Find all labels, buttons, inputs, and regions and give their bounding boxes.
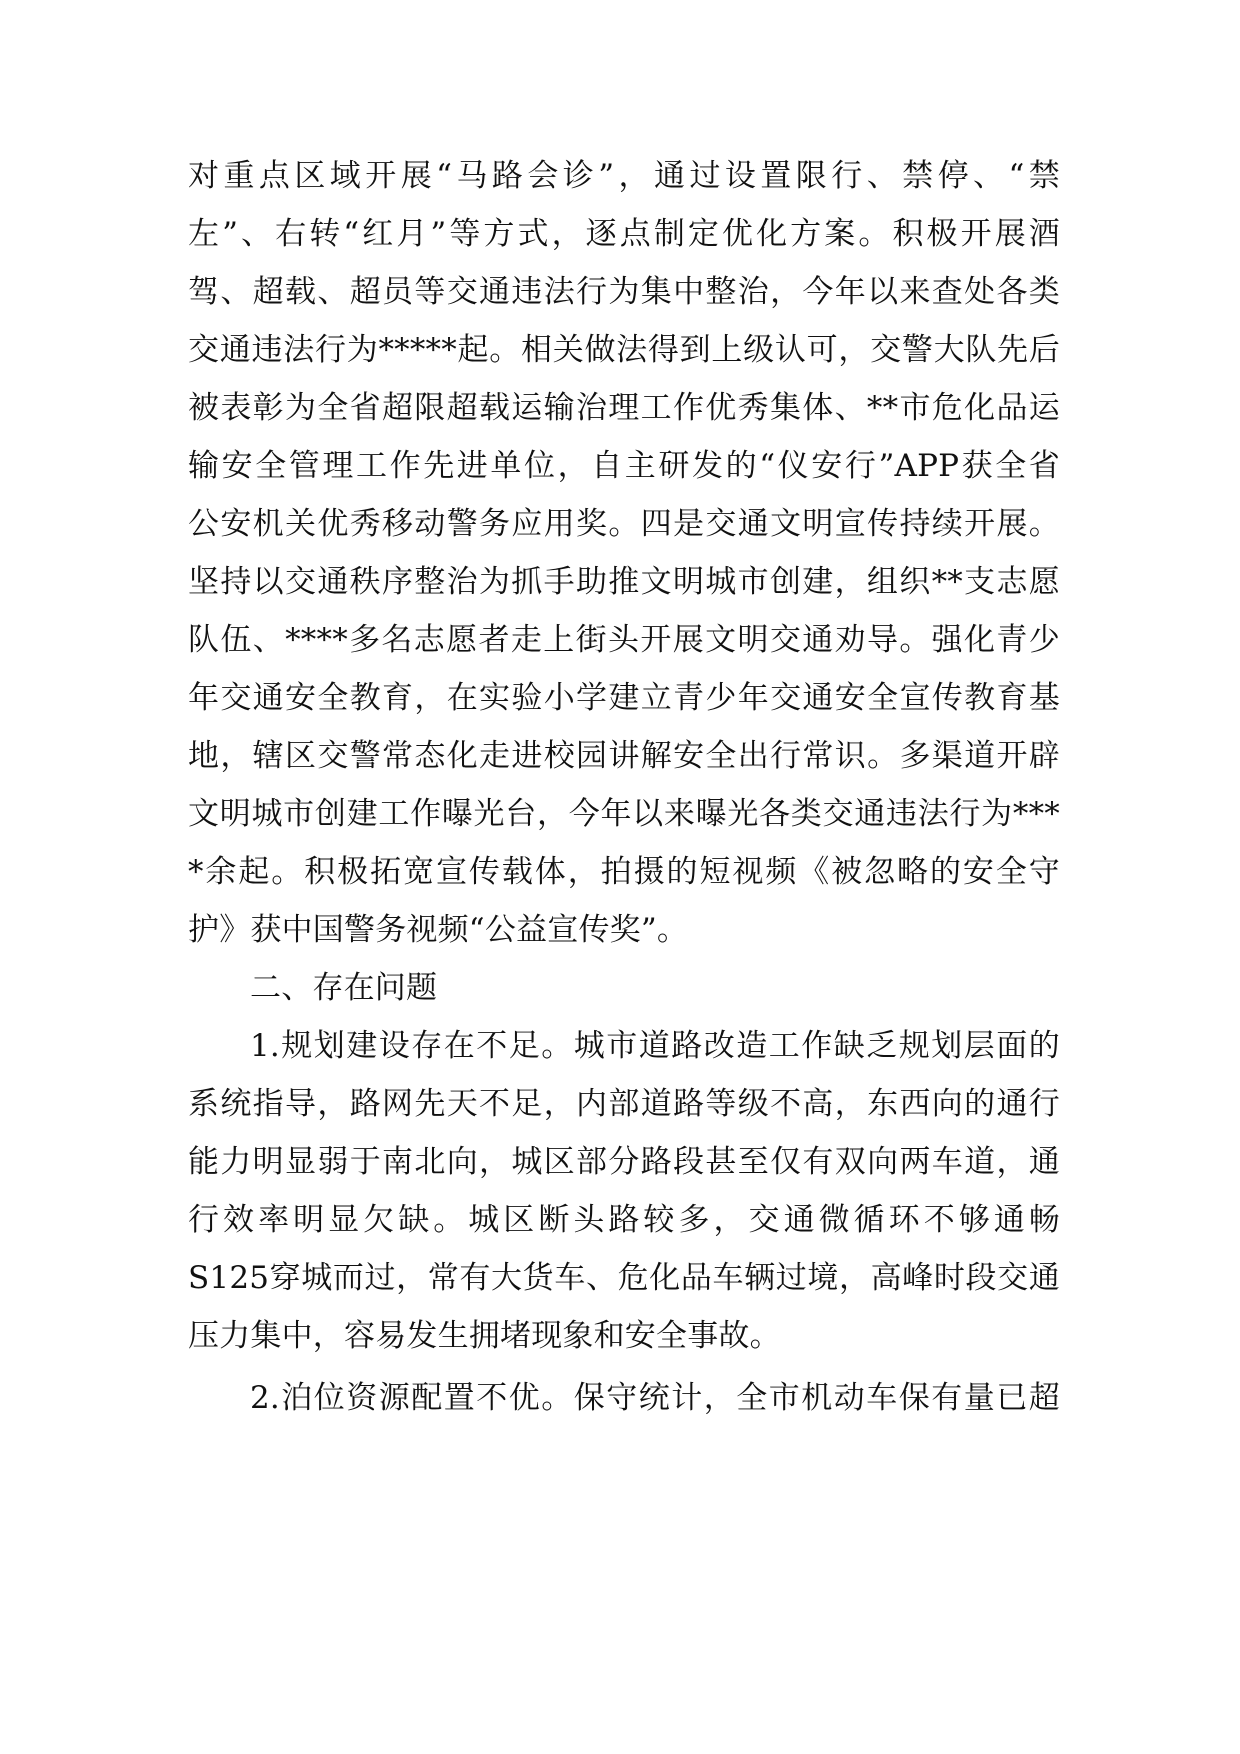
- body-text-line: 年交通安全教育，在实验小学建立青少年交通安全宣传教育基: [188, 680, 1060, 716]
- body-text-line: 队伍、****多名志愿者走上街头开展文明交通劝导。强化青少: [188, 622, 1060, 658]
- body-text-line: 驾、超载、超员等交通违法行为集中整治，今年以来查处各类: [188, 274, 1060, 310]
- paragraph-first-line: 2.泊位资源配置不优。保守统计，全市机动车保有量已超: [250, 1380, 1060, 1416]
- body-text-line: 被表彰为全省超限超载运输治理工作优秀集体、**市危化品运: [188, 390, 1060, 426]
- body-text-line: *余起。积极拓宽宣传载体，拍摄的短视频《被忽略的安全守: [188, 854, 1060, 890]
- body-text-line: 交通违法行为*****起。相关做法得到上级认可，交警大队先后: [188, 332, 1060, 368]
- body-text-line: 系统指导，路网先天不足，内部道路等级不高，东西向的通行: [188, 1086, 1060, 1122]
- body-text-line: 文明城市创建工作曝光台，今年以来曝光各类交通违法行为***: [188, 796, 1060, 832]
- body-text-line: 能力明显弱于南北向，城区部分路段甚至仅有双向两车道，通: [188, 1144, 1060, 1180]
- body-text-line: 输安全管理工作先进单位，自主研发的“仪安行”APP获全省: [188, 448, 1060, 484]
- body-text-line: 坚持以交通秩序整治为抓手助推文明城市创建，组织**支志愿: [188, 564, 1060, 600]
- body-text-line: 左”、右转“红月”等方式，逐点制定优化方案。积极开展酒: [188, 216, 1060, 252]
- paragraph-first-line: 1.规划建设存在不足。城市道路改造工作缺乏规划层面的: [250, 1028, 1060, 1064]
- body-text-line: 对重点区域开展“马路会诊”，通过设置限行、禁停、“禁: [188, 158, 1060, 194]
- body-text-line: 护》获中国警务视频“公益宣传奖”。: [188, 912, 689, 948]
- body-text-line: 压力集中，容易发生拥堵现象和安全事故。: [188, 1318, 781, 1354]
- body-text-line: 行效率明显欠缺。城区断头路较多，交通微循环不够通畅: [188, 1202, 1060, 1238]
- section-heading: 二、存在问题: [250, 970, 438, 1006]
- body-text-line: 公安机关优秀移动警务应用奖。四是交通文明宣传持续开展。: [188, 506, 1060, 542]
- body-text-line: S125穿城而过，常有大货车、危化品车辆过境，高峰时段交通: [188, 1260, 1060, 1296]
- body-text-line: 地，辖区交警常态化走进校园讲解安全出行常识。多渠道开辟: [188, 738, 1060, 774]
